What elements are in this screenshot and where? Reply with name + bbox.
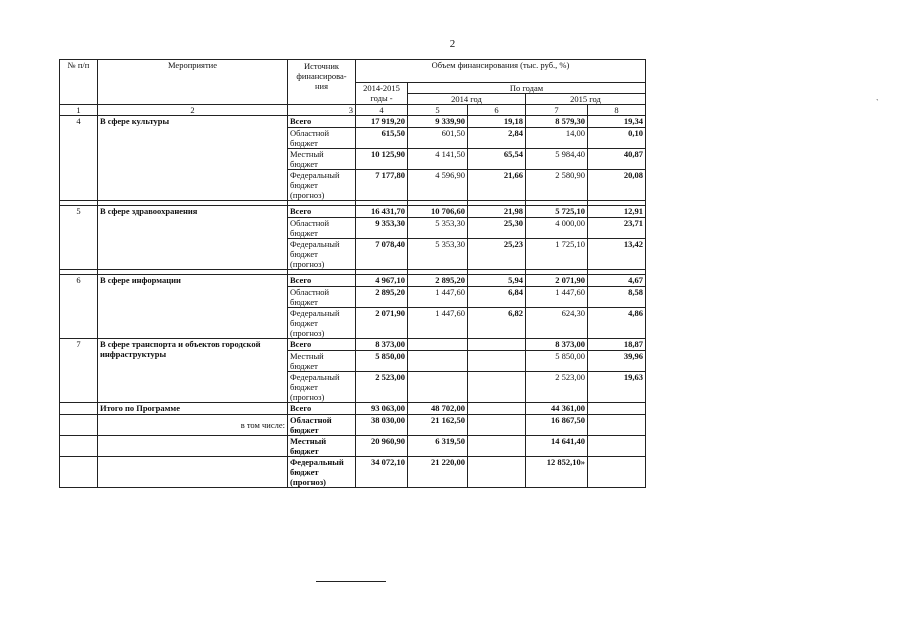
value-2014 — [408, 351, 468, 372]
funding-source: Местный бюджет — [288, 149, 356, 170]
percent-2014 — [468, 339, 526, 351]
col-number: 8 — [588, 105, 646, 116]
total-value: 10 125,90 — [356, 149, 408, 170]
percent-2014: 6,84 — [468, 287, 526, 308]
total-value: 2 895,20 — [356, 287, 408, 308]
percent-2014: 21,66 — [468, 170, 526, 201]
funding-source: Областной бюджет — [288, 415, 356, 436]
col-number: 3 — [288, 105, 356, 116]
percent-2014: 6,82 — [468, 308, 526, 339]
value-2014: 21 162,50 — [408, 415, 468, 436]
funding-source: Областной бюджет — [288, 128, 356, 149]
value-2015: 2 071,90 — [526, 275, 588, 287]
event-name: В сфере здравоохранения — [98, 206, 288, 270]
funding-source: Всего — [288, 116, 356, 128]
total-value: 7 177,80 — [356, 170, 408, 201]
row-number — [60, 436, 98, 457]
funding-source: Всего — [288, 339, 356, 351]
value-2015: 14 641,40 — [526, 436, 588, 457]
percent-2014: 19,18 — [468, 116, 526, 128]
percent-2015: 19,34 — [588, 116, 646, 128]
value-2014 — [408, 372, 468, 403]
value-2014: 21 220,00 — [408, 457, 468, 488]
header-volume: Объем финансирования (тыс. руб., %) — [356, 60, 646, 83]
value-2014: 10 706,60 — [408, 206, 468, 218]
header-2014: 2014 год — [408, 94, 526, 105]
value-2015: 5 725,10 — [526, 206, 588, 218]
total-value: 7 078,40 — [356, 239, 408, 270]
percent-2014 — [468, 372, 526, 403]
percent-2015: 23,71 — [588, 218, 646, 239]
percent-2015: 4,86 — [588, 308, 646, 339]
column-number-row — [60, 105, 646, 116]
value-2015: 2 580,90 — [526, 170, 588, 201]
value-2015: 44 361,00 — [526, 403, 588, 415]
funding-source: Федеральный бюджет (прогноз) — [288, 372, 356, 403]
table-row — [60, 116, 646, 128]
percent-2014: 65,54 — [468, 149, 526, 170]
header-2015: 2015 год — [526, 94, 646, 105]
total-value: 615,50 — [356, 128, 408, 149]
percent-2014: 5,94 — [468, 275, 526, 287]
header-row-1 — [60, 60, 646, 83]
value-2015: 624,30 — [526, 308, 588, 339]
totals-row — [60, 436, 646, 457]
funding-source: Областной бюджет — [288, 218, 356, 239]
col-number: 7 — [526, 105, 588, 116]
value-2014: 2 895,20 — [408, 275, 468, 287]
funding-source: Местный бюджет — [288, 436, 356, 457]
total-value: 34 072,10 — [356, 457, 408, 488]
header-event: Мероприятие — [98, 60, 288, 105]
row-number — [60, 457, 98, 488]
value-2015: 14,00 — [526, 128, 588, 149]
value-2014: 48 702,00 — [408, 403, 468, 415]
percent-2015 — [588, 436, 646, 457]
percent-2015: 18,87 — [588, 339, 646, 351]
percent-2014: 2,84 — [468, 128, 526, 149]
total-value: 8 373,00 — [356, 339, 408, 351]
percent-2014 — [468, 436, 526, 457]
value-2015: 1 447,60 — [526, 287, 588, 308]
value-2015: 5 850,00 — [526, 351, 588, 372]
col-number: 1 — [60, 105, 98, 116]
funding-source: Областной бюджет — [288, 287, 356, 308]
row-number: 7 — [60, 339, 98, 403]
value-2014: 6 319,50 — [408, 436, 468, 457]
value-2014: 5 353,30 — [408, 239, 468, 270]
row-number: 5 — [60, 206, 98, 270]
event-name — [98, 436, 288, 457]
percent-2015: 4,67 — [588, 275, 646, 287]
header-by-years: По годам — [408, 83, 646, 94]
event-name: В сфере транспорта и объектов городской инфраструктуры — [98, 339, 288, 403]
value-2014: 4 141,50 — [408, 149, 468, 170]
col-number: 6 — [468, 105, 526, 116]
funding-source: Всего — [288, 275, 356, 287]
total-value: 9 353,30 — [356, 218, 408, 239]
financing-table — [59, 59, 646, 488]
value-2015: 5 984,40 — [526, 149, 588, 170]
percent-2015 — [588, 403, 646, 415]
funding-source: Федеральный бюджет (прогноз) — [288, 308, 356, 339]
footer-divider — [316, 581, 386, 582]
percent-2015: 0,10 — [588, 128, 646, 149]
value-2015: 8 579,30 — [526, 116, 588, 128]
value-2014: 9 339,90 — [408, 116, 468, 128]
value-2015: 4 000,00 — [526, 218, 588, 239]
scan-mark: ` — [876, 98, 879, 107]
value-2014 — [408, 339, 468, 351]
funding-source: Федеральный бюджет (прогноз) — [288, 170, 356, 201]
funding-source: Всего — [288, 403, 356, 415]
value-2015: 16 867,50 — [526, 415, 588, 436]
totals-row — [60, 457, 646, 488]
total-value: 4 967,10 — [356, 275, 408, 287]
value-2014: 601,50 — [408, 128, 468, 149]
header-num: № п/п — [60, 60, 98, 105]
percent-2015: 13,42 — [588, 239, 646, 270]
percent-2014 — [468, 403, 526, 415]
col-number: 4 — [356, 105, 408, 116]
total-value: 17 919,20 — [356, 116, 408, 128]
funding-source: Федеральный бюджет (прогноз) — [288, 239, 356, 270]
value-2015: 1 725,10 — [526, 239, 588, 270]
event-name — [98, 457, 288, 488]
percent-2015: 8,58 — [588, 287, 646, 308]
percent-2014 — [468, 351, 526, 372]
value-2014: 1 447,60 — [408, 308, 468, 339]
totals-row — [60, 415, 646, 436]
value-2014: 5 353,30 — [408, 218, 468, 239]
row-number — [60, 403, 98, 415]
percent-2014: 21,98 — [468, 206, 526, 218]
total-value: 2 523,00 — [356, 372, 408, 403]
percent-2014 — [468, 457, 526, 488]
total-value: 16 431,70 — [356, 206, 408, 218]
percent-2015: 20,08 — [588, 170, 646, 201]
event-name: В сфере культуры — [98, 116, 288, 201]
percent-2014: 25,30 — [468, 218, 526, 239]
col-number: 2 — [98, 105, 288, 116]
including-label: в том числе: — [98, 415, 288, 436]
totals-title: Итого по Программе — [98, 403, 288, 415]
funding-source: Федеральный бюджет (прогноз) — [288, 457, 356, 488]
value-2015: 12 852,10» — [526, 457, 588, 488]
totals-row — [60, 403, 646, 415]
table-row — [60, 206, 646, 218]
value-2014: 4 596,90 — [408, 170, 468, 201]
percent-2015 — [588, 457, 646, 488]
percent-2014 — [468, 415, 526, 436]
row-number — [60, 415, 98, 436]
total-value: 93 063,00 — [356, 403, 408, 415]
percent-2015: 39,96 — [588, 351, 646, 372]
value-2014: 1 447,60 — [408, 287, 468, 308]
total-value: 20 960,90 — [356, 436, 408, 457]
funding-source: Всего — [288, 206, 356, 218]
value-2015: 8 373,00 — [526, 339, 588, 351]
value-2015: 2 523,00 — [526, 372, 588, 403]
event-name: В сфере информации — [98, 275, 288, 339]
col-number: 5 — [408, 105, 468, 116]
row-number: 4 — [60, 116, 98, 201]
page-number: 2 — [449, 38, 456, 50]
row-number: 6 — [60, 275, 98, 339]
funding-source: Местный бюджет — [288, 351, 356, 372]
percent-2015 — [588, 415, 646, 436]
percent-2015: 19,63 — [588, 372, 646, 403]
header-years-total: 2014-2015 годы - — [356, 83, 408, 105]
total-value: 2 071,90 — [356, 308, 408, 339]
percent-2015: 12,91 — [588, 206, 646, 218]
total-value: 5 850,00 — [356, 351, 408, 372]
table-row — [60, 339, 646, 351]
table-row — [60, 275, 646, 287]
percent-2015: 40,87 — [588, 149, 646, 170]
total-value: 38 030,00 — [356, 415, 408, 436]
percent-2014: 25,23 — [468, 239, 526, 270]
header-source: Источник финансирова-ния — [288, 60, 356, 105]
